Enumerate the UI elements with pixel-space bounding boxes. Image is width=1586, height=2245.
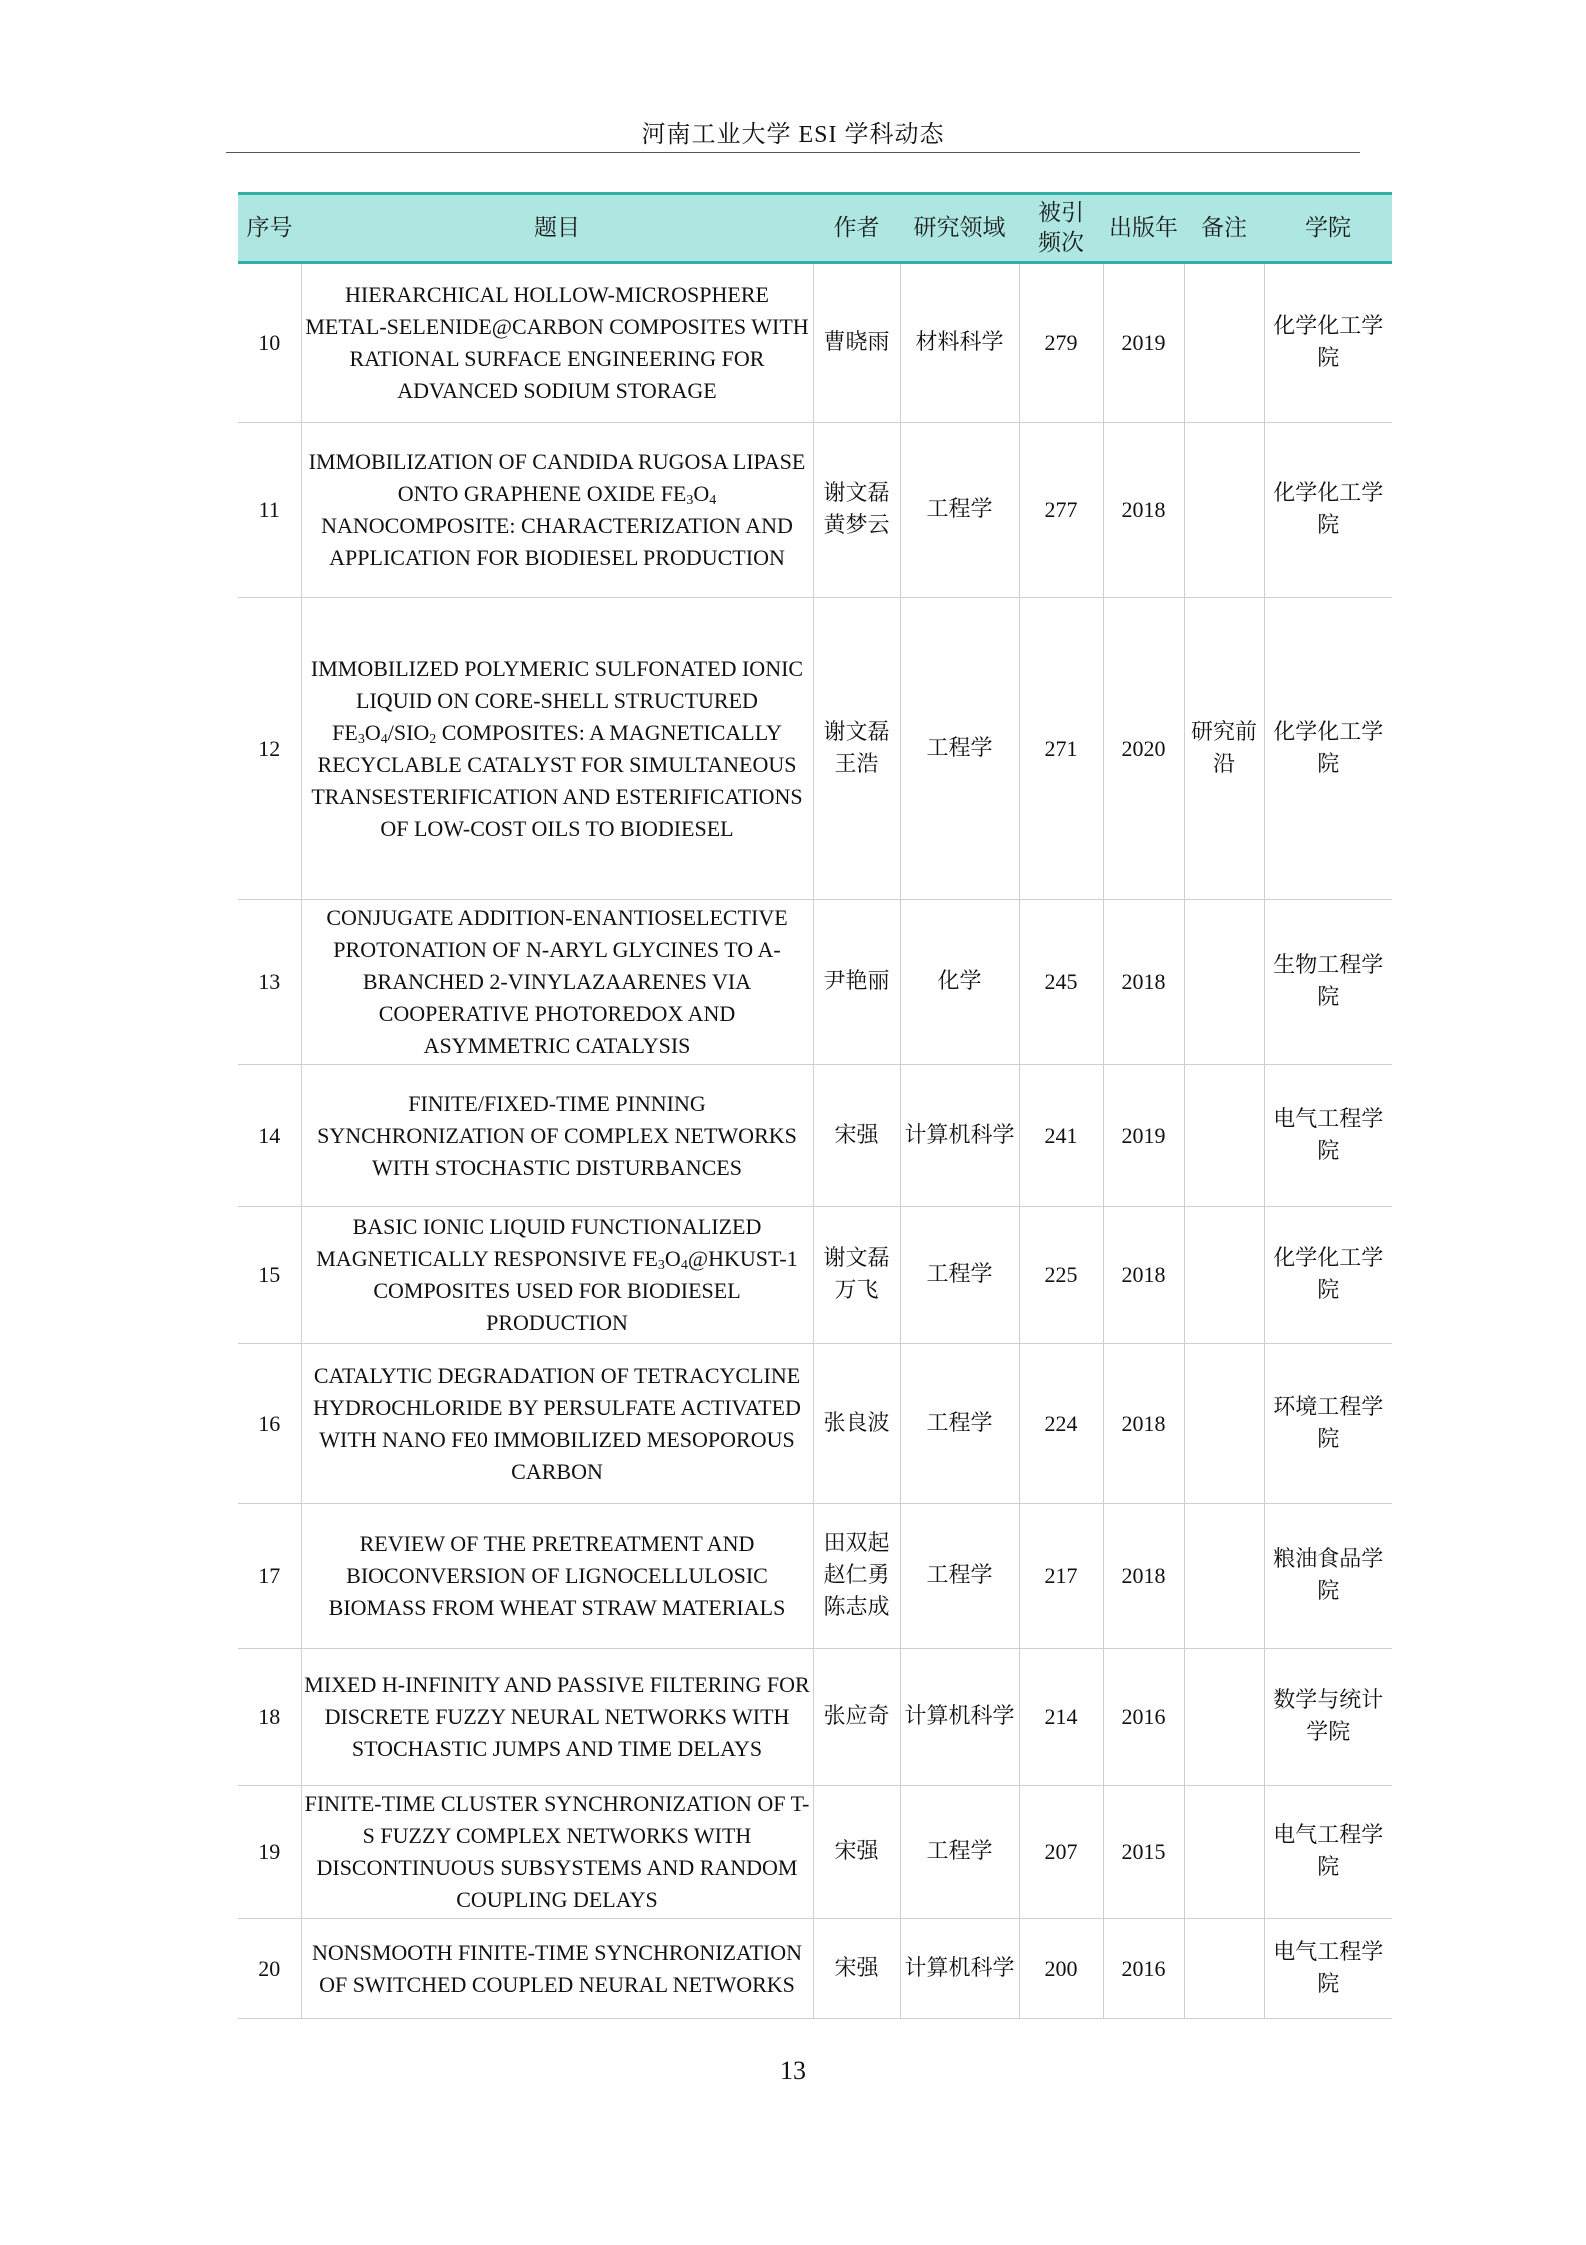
author-name: 王浩 bbox=[834, 751, 879, 777]
research-field: 材料科学 bbox=[900, 263, 1019, 423]
remark bbox=[1184, 1919, 1264, 2019]
publication-year: 2016 bbox=[1103, 1919, 1184, 2019]
paper-title: IMMOBILIZATION OF CANDIDA RUGOSA LIPASE ONTO GRAPHENE OXIDE $FE_3O_4$ NANOCOMPOSITE: CHARACTERIZATION AND APPLICATION FOR BIODIESEL PRODUCTION bbox=[301, 423, 813, 598]
college: 生物工程学院 bbox=[1264, 900, 1392, 1065]
publication-year: 2019 bbox=[1103, 1065, 1184, 1207]
author-name: 宋强 bbox=[834, 1839, 879, 1864]
paper-title: NONSMOOTH FINITE-TIME SYNCHRONIZATION OF SWITCHED COUPLED NEURAL NETWORKS bbox=[301, 1919, 813, 2019]
table-row bbox=[238, 1344, 1392, 1504]
author-name: 黄梦云 bbox=[823, 513, 890, 538]
col-header-year: 出版年 bbox=[1103, 194, 1184, 263]
author-name: 谢文磊 bbox=[823, 481, 890, 506]
publication-year: 2018 bbox=[1103, 1504, 1184, 1649]
college: 化学化工学院 bbox=[1264, 263, 1392, 423]
row-number: 13 bbox=[238, 900, 301, 1065]
citation-count: 225 bbox=[1019, 1207, 1103, 1344]
table-row bbox=[238, 263, 1392, 423]
table-row bbox=[238, 1786, 1392, 1919]
paper-title: FINITE-TIME CLUSTER SYNCHRONIZATION OF T-S FUZZY COMPLEX NETWORKS WITH DISCONTINUOUS SUBSYSTEMS AND RANDOM COUPLING DELAYS bbox=[301, 1786, 813, 1919]
col-header-note: 备注 bbox=[1184, 194, 1264, 263]
col-header-citations-line2: 频次 bbox=[1038, 230, 1084, 255]
remark bbox=[1184, 1207, 1264, 1344]
row-number: 20 bbox=[238, 1919, 301, 2019]
row-number: 19 bbox=[238, 1786, 301, 1919]
paper-title: MIXED H-INFINITY AND PASSIVE FILTERING FOR DISCRETE FUZZY NEURAL NETWORKS WITH STOCHASTIC JUMPS AND TIME DELAYS bbox=[301, 1649, 813, 1786]
author-name: 尹艳丽 bbox=[823, 969, 890, 994]
author-name: 陈志成 bbox=[823, 1595, 890, 1620]
col-header-college: 学院 bbox=[1264, 194, 1392, 263]
row-number: 14 bbox=[238, 1065, 301, 1207]
research-field: 计算机科学 bbox=[900, 1649, 1019, 1786]
research-field: 工程学 bbox=[900, 1207, 1019, 1344]
author-name: 谢文磊 bbox=[823, 1246, 890, 1271]
col-header-no: 序号 bbox=[238, 194, 301, 263]
college: 化学化工学院 bbox=[1264, 598, 1392, 900]
publication-year: 2018 bbox=[1103, 423, 1184, 598]
college: 环境工程学院 bbox=[1264, 1344, 1392, 1504]
table-body bbox=[238, 263, 1392, 2019]
citation-count: 277 bbox=[1019, 423, 1103, 598]
paper-title: REVIEW OF THE PRETREATMENT AND BIOCONVERSION OF LIGNOCELLULOSIC BIOMASS FROM WHEAT STRAW MATERIALS bbox=[301, 1504, 813, 1649]
research-field: 计算机科学 bbox=[900, 1065, 1019, 1207]
header-rule bbox=[226, 152, 1360, 153]
col-header-citations-line1: 被引 bbox=[1038, 200, 1084, 225]
page-header: 河南工业大学 ESI 学科动态 bbox=[641, 122, 945, 148]
table-header-row bbox=[238, 194, 1392, 263]
table-row bbox=[238, 1504, 1392, 1649]
paper-authors bbox=[813, 263, 900, 423]
author-name: 谢文磊 bbox=[823, 719, 890, 745]
college: 化学化工学院 bbox=[1264, 423, 1392, 598]
paper-authors bbox=[813, 1919, 900, 2019]
paper-authors bbox=[813, 1649, 900, 1786]
citation-count: 241 bbox=[1019, 1065, 1103, 1207]
page-number: 13 bbox=[780, 2056, 806, 2085]
table-row bbox=[238, 1207, 1392, 1344]
author-name: 万飞 bbox=[834, 1278, 879, 1303]
remark bbox=[1184, 1649, 1264, 1786]
remark bbox=[1184, 423, 1264, 598]
paper-authors bbox=[813, 1065, 900, 1207]
paper-authors bbox=[813, 900, 900, 1065]
col-header-author: 作者 bbox=[813, 194, 900, 263]
row-number: 12 bbox=[238, 598, 301, 900]
table-row bbox=[238, 1919, 1392, 2019]
citation-count: 217 bbox=[1019, 1504, 1103, 1649]
table-row bbox=[238, 1065, 1392, 1207]
paper-authors bbox=[813, 423, 900, 598]
row-number: 11 bbox=[238, 423, 301, 598]
citation-count: 271 bbox=[1019, 598, 1103, 900]
paper-title: CONJUGATE ADDITION-ENANTIOSELECTIVE PROTONATION OF N-ARYL GLYCINES TO A-BRANCHED 2-VINYLAZAARENES VIA COOPERATIVE PHOTOREDOX AND ASYMMETRIC CATALYSIS bbox=[301, 900, 813, 1065]
remark bbox=[1184, 1065, 1264, 1207]
remark: 研究前沿 bbox=[1184, 598, 1264, 900]
publication-year: 2018 bbox=[1103, 1207, 1184, 1344]
publication-year: 2018 bbox=[1103, 1344, 1184, 1504]
paper-authors bbox=[813, 1786, 900, 1919]
college: 电气工程学院 bbox=[1264, 1065, 1392, 1207]
author-name: 赵仁勇 bbox=[823, 1563, 890, 1588]
citation-count: 245 bbox=[1019, 900, 1103, 1065]
publication-year: 2019 bbox=[1103, 263, 1184, 423]
remark bbox=[1184, 1786, 1264, 1919]
paper-authors bbox=[813, 1207, 900, 1344]
publication-year: 2015 bbox=[1103, 1786, 1184, 1919]
research-field: 工程学 bbox=[900, 1344, 1019, 1504]
citation-count: 200 bbox=[1019, 1919, 1103, 2019]
paper-title: FINITE/FIXED-TIME PINNING SYNCHRONIZATION OF COMPLEX NETWORKS WITH STOCHASTIC DISTURBANCES bbox=[301, 1065, 813, 1207]
citation-count: 214 bbox=[1019, 1649, 1103, 1786]
author-name: 宋强 bbox=[834, 1122, 879, 1148]
row-number: 15 bbox=[238, 1207, 301, 1344]
paper-title: CATALYTIC DEGRADATION OF TETRACYCLINE HYDROCHLORIDE BY PERSULFATE ACTIVATED WITH NANO FE0 IMMOBILIZED MESOPOROUS CARBON bbox=[301, 1344, 813, 1504]
row-number: 18 bbox=[238, 1649, 301, 1786]
college: 化学化工学院 bbox=[1264, 1207, 1392, 1344]
research-field: 工程学 bbox=[900, 598, 1019, 900]
col-header-title: 题目 bbox=[301, 194, 813, 263]
paper-authors bbox=[813, 1504, 900, 1649]
row-number: 10 bbox=[238, 263, 301, 423]
citation-count: 279 bbox=[1019, 263, 1103, 423]
publication-year: 2020 bbox=[1103, 598, 1184, 900]
publication-year: 2016 bbox=[1103, 1649, 1184, 1786]
college: 电气工程学院 bbox=[1264, 1919, 1392, 2019]
research-field: 工程学 bbox=[900, 423, 1019, 598]
table-row bbox=[238, 900, 1392, 1065]
paper-title: HIERARCHICAL HOLLOW-MICROSPHERE METAL-SELENIDE@CARBON COMPOSITES WITH RATIONAL SURFACE ENGINEERING FOR ADVANCED SODIUM STORAGE bbox=[301, 263, 813, 423]
citation-count: 224 bbox=[1019, 1344, 1103, 1504]
college: 电气工程学院 bbox=[1264, 1786, 1392, 1919]
research-field: 工程学 bbox=[900, 1504, 1019, 1649]
col-header-citations bbox=[1019, 194, 1103, 263]
table-row bbox=[238, 1649, 1392, 1786]
remark bbox=[1184, 1344, 1264, 1504]
research-field: 计算机科学 bbox=[900, 1919, 1019, 2019]
author-name: 张良波 bbox=[823, 1410, 890, 1436]
paper-title: BASIC IONIC LIQUID FUNCTIONALIZED MAGNETICALLY RESPONSIVE $FE_3O_4@HKUST-1$ COMPOSITES USED FOR BIODIESEL PRODUCTION bbox=[301, 1207, 813, 1344]
college: 数学与统计学院 bbox=[1264, 1649, 1392, 1786]
remark bbox=[1184, 1504, 1264, 1649]
remark bbox=[1184, 900, 1264, 1065]
citation-count: 207 bbox=[1019, 1786, 1103, 1919]
paper-authors bbox=[813, 598, 900, 900]
highly-cited-papers-table bbox=[238, 192, 1392, 2019]
research-field: 工程学 bbox=[900, 1786, 1019, 1919]
college: 粮油食品学院 bbox=[1264, 1504, 1392, 1649]
author-name: 张应奇 bbox=[823, 1704, 890, 1729]
col-header-field: 研究领域 bbox=[900, 194, 1019, 263]
table-row bbox=[238, 423, 1392, 598]
row-number: 16 bbox=[238, 1344, 301, 1504]
author-name: 田双起 bbox=[823, 1531, 890, 1556]
row-number: 17 bbox=[238, 1504, 301, 1649]
paper-authors bbox=[813, 1344, 900, 1504]
table-row bbox=[238, 598, 1392, 900]
author-name: 曹晓雨 bbox=[823, 330, 890, 355]
paper-title: IMMOBILIZED POLYMERIC SULFONATED IONIC LIQUID ON CORE-SHELL STRUCTURED $FE_3O_4/SIO_2$ COMPOSITES: A MAGNETICALLY RECYCLABLE CATALYST FOR SIMULTANEOUS TRANSESTERIFICATION AND ESTERIFICATIONS OF LOW-COST OILS TO BIODIESEL bbox=[301, 598, 813, 900]
author-name: 宋强 bbox=[834, 1955, 879, 1981]
research-field: 化学 bbox=[900, 900, 1019, 1065]
publication-year: 2018 bbox=[1103, 900, 1184, 1065]
remark bbox=[1184, 263, 1264, 423]
